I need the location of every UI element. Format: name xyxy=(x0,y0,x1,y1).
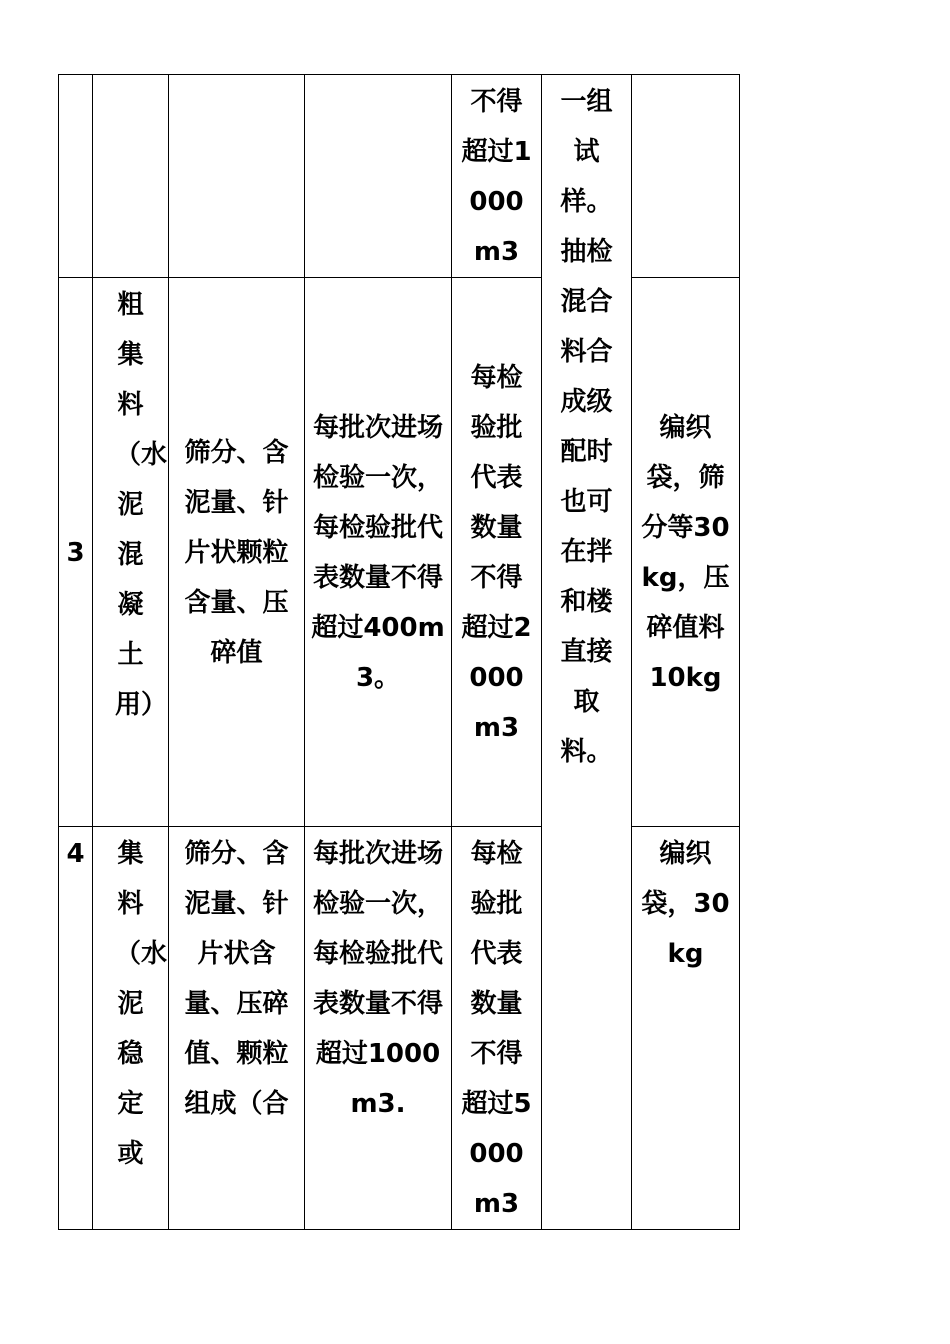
cell-frequency: 每批次进场检验一次，每检验批代表数量不得超过400m3。 xyxy=(305,278,452,827)
table-row xyxy=(59,75,740,278)
cell-test-items: 筛分、含泥量、针片状含量、压碎值、颗粒组成（合 xyxy=(169,827,305,1230)
cell-number xyxy=(59,75,93,278)
cell-sample-amount: 编织袋，筛分等30kg，压碎值料10kg xyxy=(632,278,740,827)
cell-material xyxy=(93,75,169,278)
cell-material: 粗集料（水泥混凝土用） xyxy=(93,278,169,827)
table-row xyxy=(59,827,740,1230)
cell-batch-limit: 每检验批代表数量不得超过5000m3 xyxy=(452,827,542,1230)
cell-sample-amount xyxy=(632,75,740,278)
cell-test-items: 筛分、含泥量、针片状颗粒含量、压碎值 xyxy=(169,278,305,827)
cell-test-items xyxy=(169,75,305,278)
cell-batch-limit: 不得超过1000m3 xyxy=(452,75,542,278)
cell-sample-amount: 编织袋，30kg xyxy=(632,827,740,1230)
cell-material: 集料（水泥稳定或 xyxy=(93,827,169,1230)
cell-frequency xyxy=(305,75,452,278)
cell-number: 3 xyxy=(59,278,93,827)
cell-frequency: 每批次进场检验一次，每检验批代表数量不得超过1000m3. xyxy=(305,827,452,1230)
table-row xyxy=(59,278,740,827)
cell-batch-limit: 每检验批代表数量不得超过2000m3 xyxy=(452,278,542,827)
material-test-table xyxy=(58,74,740,1230)
cell-number: 4 xyxy=(59,827,93,1230)
cell-sampling-method: 一组试样。抽检混合料合成级配时也可在拌和楼直接取料。 xyxy=(542,75,632,1230)
